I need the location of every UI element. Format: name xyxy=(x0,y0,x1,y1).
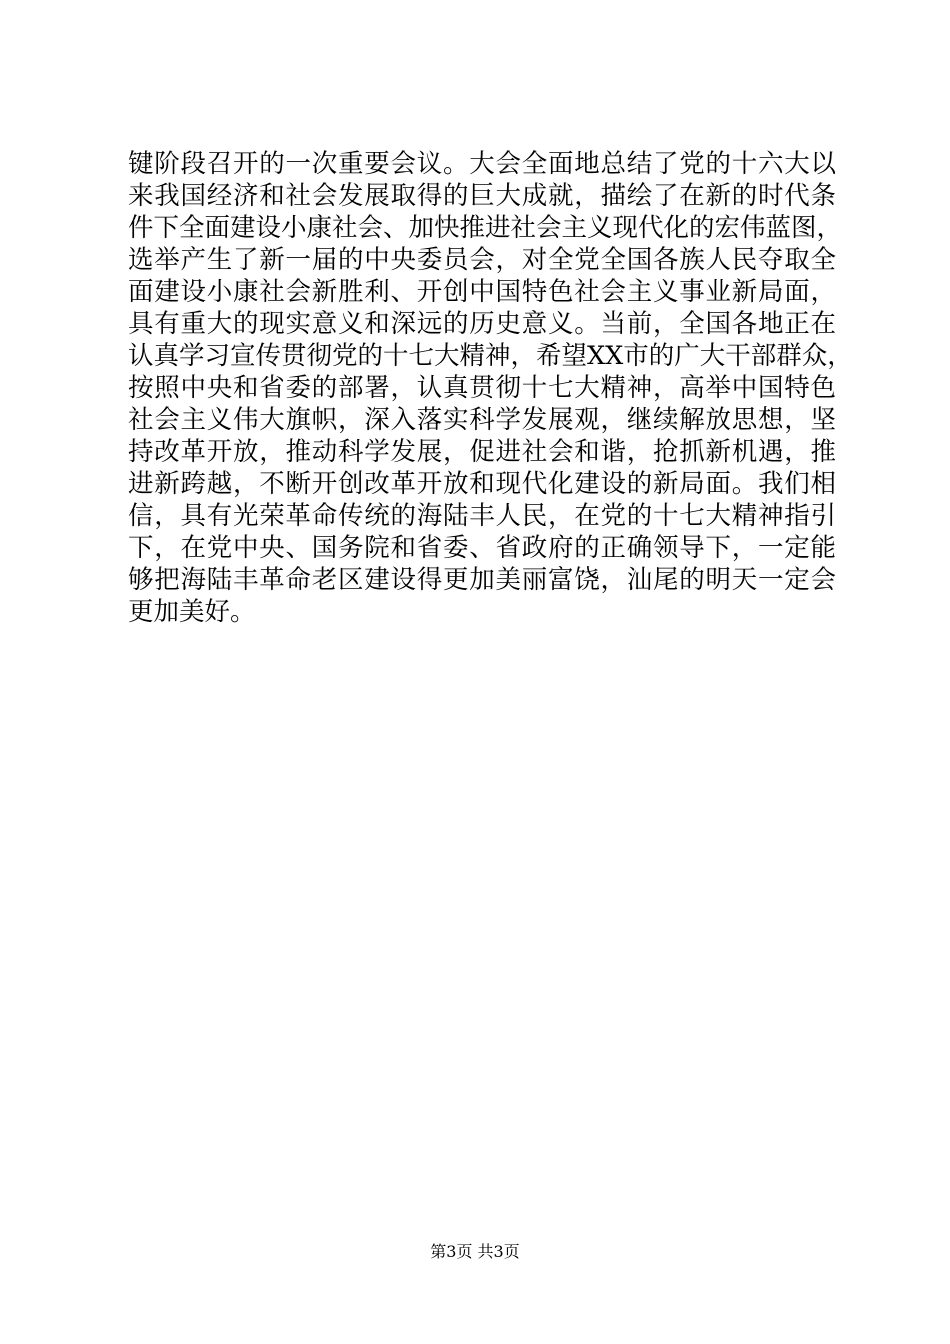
paragraph-line: 键阶段召开的一次重要会议。大会全面地总结了党的十六大以 xyxy=(128,149,836,179)
paragraph-line: 按照中央和省委的部署，认真贯彻十七大精神，高举中国特色 xyxy=(128,373,836,403)
paragraph-line: 来我国经济和社会发展取得的巨大成就，描绘了在新的时代条 xyxy=(128,181,836,211)
paragraph-line: 持改革开放，推动科学发展，促进社会和谐，抢抓新机遇，推 xyxy=(128,437,836,467)
paragraph-line: 具有重大的现实意义和深远的历史意义。当前，全国各地正在 xyxy=(128,309,836,339)
paragraph-line: 下，在党中央、国务院和省委、省政府的正确领导下，一定能 xyxy=(128,533,836,563)
paragraph-line: 认真学习宣传贯彻党的十七大精神，希望XX市的广大干部群众， xyxy=(128,341,853,371)
paragraph-line: 更加美好。 xyxy=(128,597,256,627)
paragraph-line: 信，具有光荣革命传统的海陆丰人民，在党的十七大精神指引 xyxy=(128,501,836,531)
paragraph-line: 够把海陆丰革命老区建设得更加美丽富饶，汕尾的明天一定会 xyxy=(128,565,836,595)
page-number-footer: 第3页 共3页 xyxy=(430,1242,520,1261)
paragraph-line: 选举产生了新一届的中央委员会，对全党全国各族人民夺取全 xyxy=(128,245,836,275)
paragraph-line: 面建设小康社会新胜利、开创中国特色社会主义事业新局面， xyxy=(128,277,836,307)
paragraph-line: 件下全面建设小康社会、加快推进社会主义现代化的宏伟蓝图， xyxy=(128,213,843,243)
paragraph-line: 进新跨越，不断开创改革开放和现代化建设的新局面。我们相 xyxy=(128,469,836,499)
body-paragraph xyxy=(128,148,853,628)
paragraph-line: 社会主义伟大旗帜，深入落实科学发展观，继续解放思想，坚 xyxy=(128,405,836,435)
